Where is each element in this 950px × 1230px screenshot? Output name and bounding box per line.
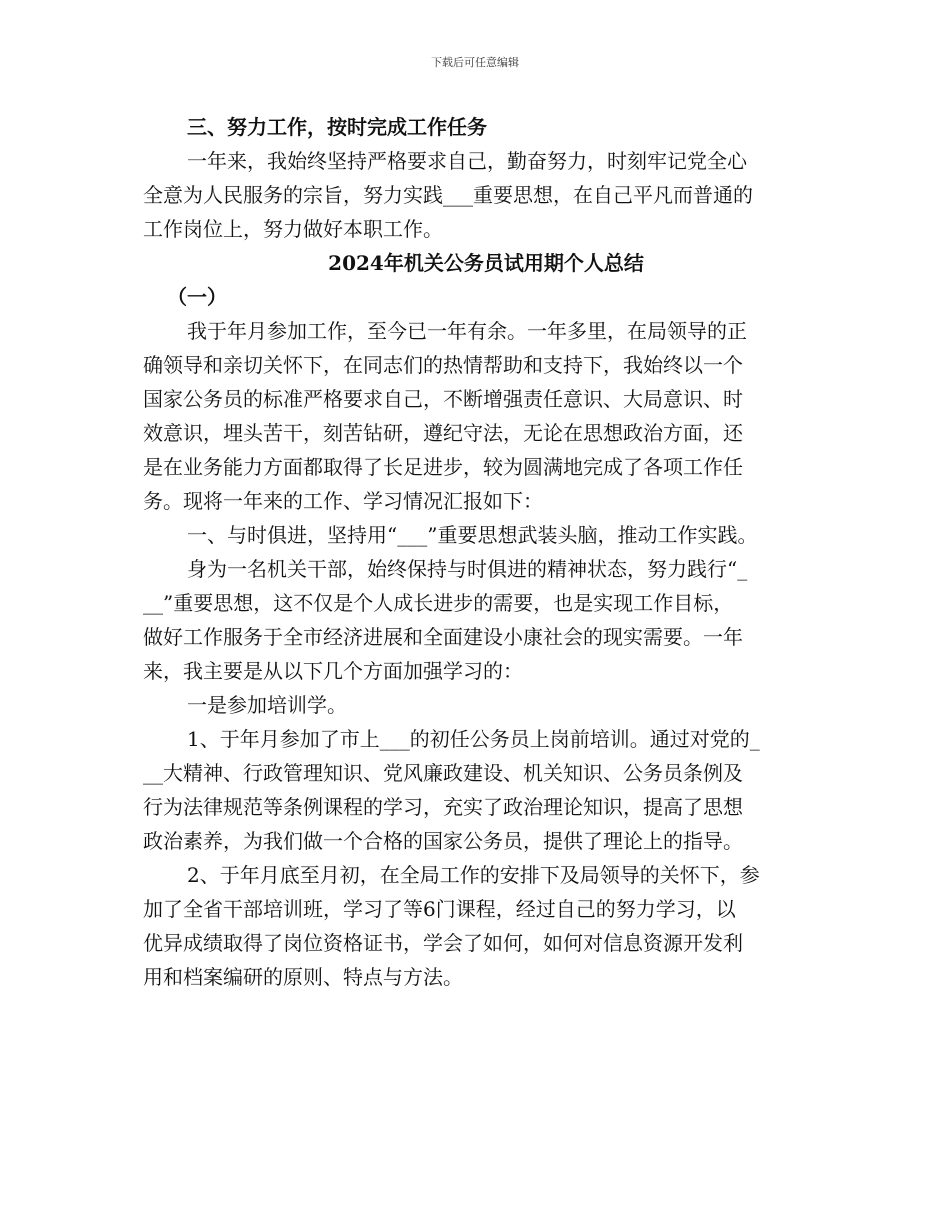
document-line: 来，我主要是从以下几个方面加强学习的：	[143, 659, 523, 683]
document-line: 是在业务能力方面都取得了长足进步，较为圆满地完成了各项工作任	[143, 455, 743, 479]
document-line: 一、与时俱进，坚持用“___”重要思想武装头脑，推动工作实践。	[187, 523, 758, 547]
document-line: 优异成绩取得了岗位资格证书，学会了如何，如何对信息资源开发利	[143, 931, 743, 955]
document-line: 2、于年月底至月初，在全局工作的安排下及局领导的关怀下，参	[187, 863, 760, 887]
document-line: 务。现将一年来的工作、学习情况汇报如下：	[143, 489, 543, 513]
document-line: 行为法律规范等条例课程的学习，充实了政治理论知识，提高了思想	[143, 795, 743, 819]
document-line: 加了全省干部培训班，学习了等6门课程，经过自己的努力学习，以	[143, 897, 736, 921]
document-line: （一）	[167, 285, 227, 309]
document-line: 一是参加培训学。	[187, 693, 347, 717]
document-line: 三、努力工作，按时完成工作任务	[187, 115, 487, 139]
document-line: 工作岗位上，努力做好本职工作。	[143, 217, 443, 241]
document-line: 国家公务员的标准严格要求自己，不断增强责任意识、大局意识、时	[143, 387, 743, 411]
document-line: 效意识，埋头苦干，刻苦钻研，遵纪守法，无论在思想政治方面，还	[143, 421, 743, 445]
document-line: 政治素养，为我们做一个合格的国家公务员，提供了理论上的指导。	[143, 829, 743, 853]
document-line: 做好工作服务于全市经济进展和全面建设小康社会的现实需要。一年	[143, 625, 743, 649]
document-line: 全意为人民服务的宗旨，努力实践___重要思想，在自己平凡而普通的	[143, 183, 753, 207]
document-line: 我于年月参加工作，至今已一年有余。一年多里，在局领导的正	[187, 319, 747, 343]
document-line: 2024年机关公务员试用期个人总结	[328, 251, 644, 275]
document-line: 身为一名机关干部，始终保持与时俱进的精神状态，努力践行“_	[187, 557, 748, 581]
document-body	[143, 110, 815, 994]
document-line: 用和档案编研的原则、特点与方法。	[143, 965, 463, 989]
document-line: __”重要思想，这不仅是个人成长进步的需要，也是实现工作目标，	[143, 591, 734, 615]
document-line: __大精神、行政管理知识、党风廉政建设、机关知识、公务员条例及	[143, 761, 743, 785]
document-line: 确领导和亲切关怀下，在同志们的热情帮助和支持下，我始终以一个	[143, 353, 743, 377]
page-header-note: 下载后可任意编辑	[431, 56, 519, 69]
document-line: 一年来，我始终坚持严格要求自己，勤奋努力，时刻牢记党全心	[187, 149, 747, 173]
document-line: 1、于年月参加了市上___的初任公务员上岗前培训。通过对党的_	[187, 727, 760, 751]
